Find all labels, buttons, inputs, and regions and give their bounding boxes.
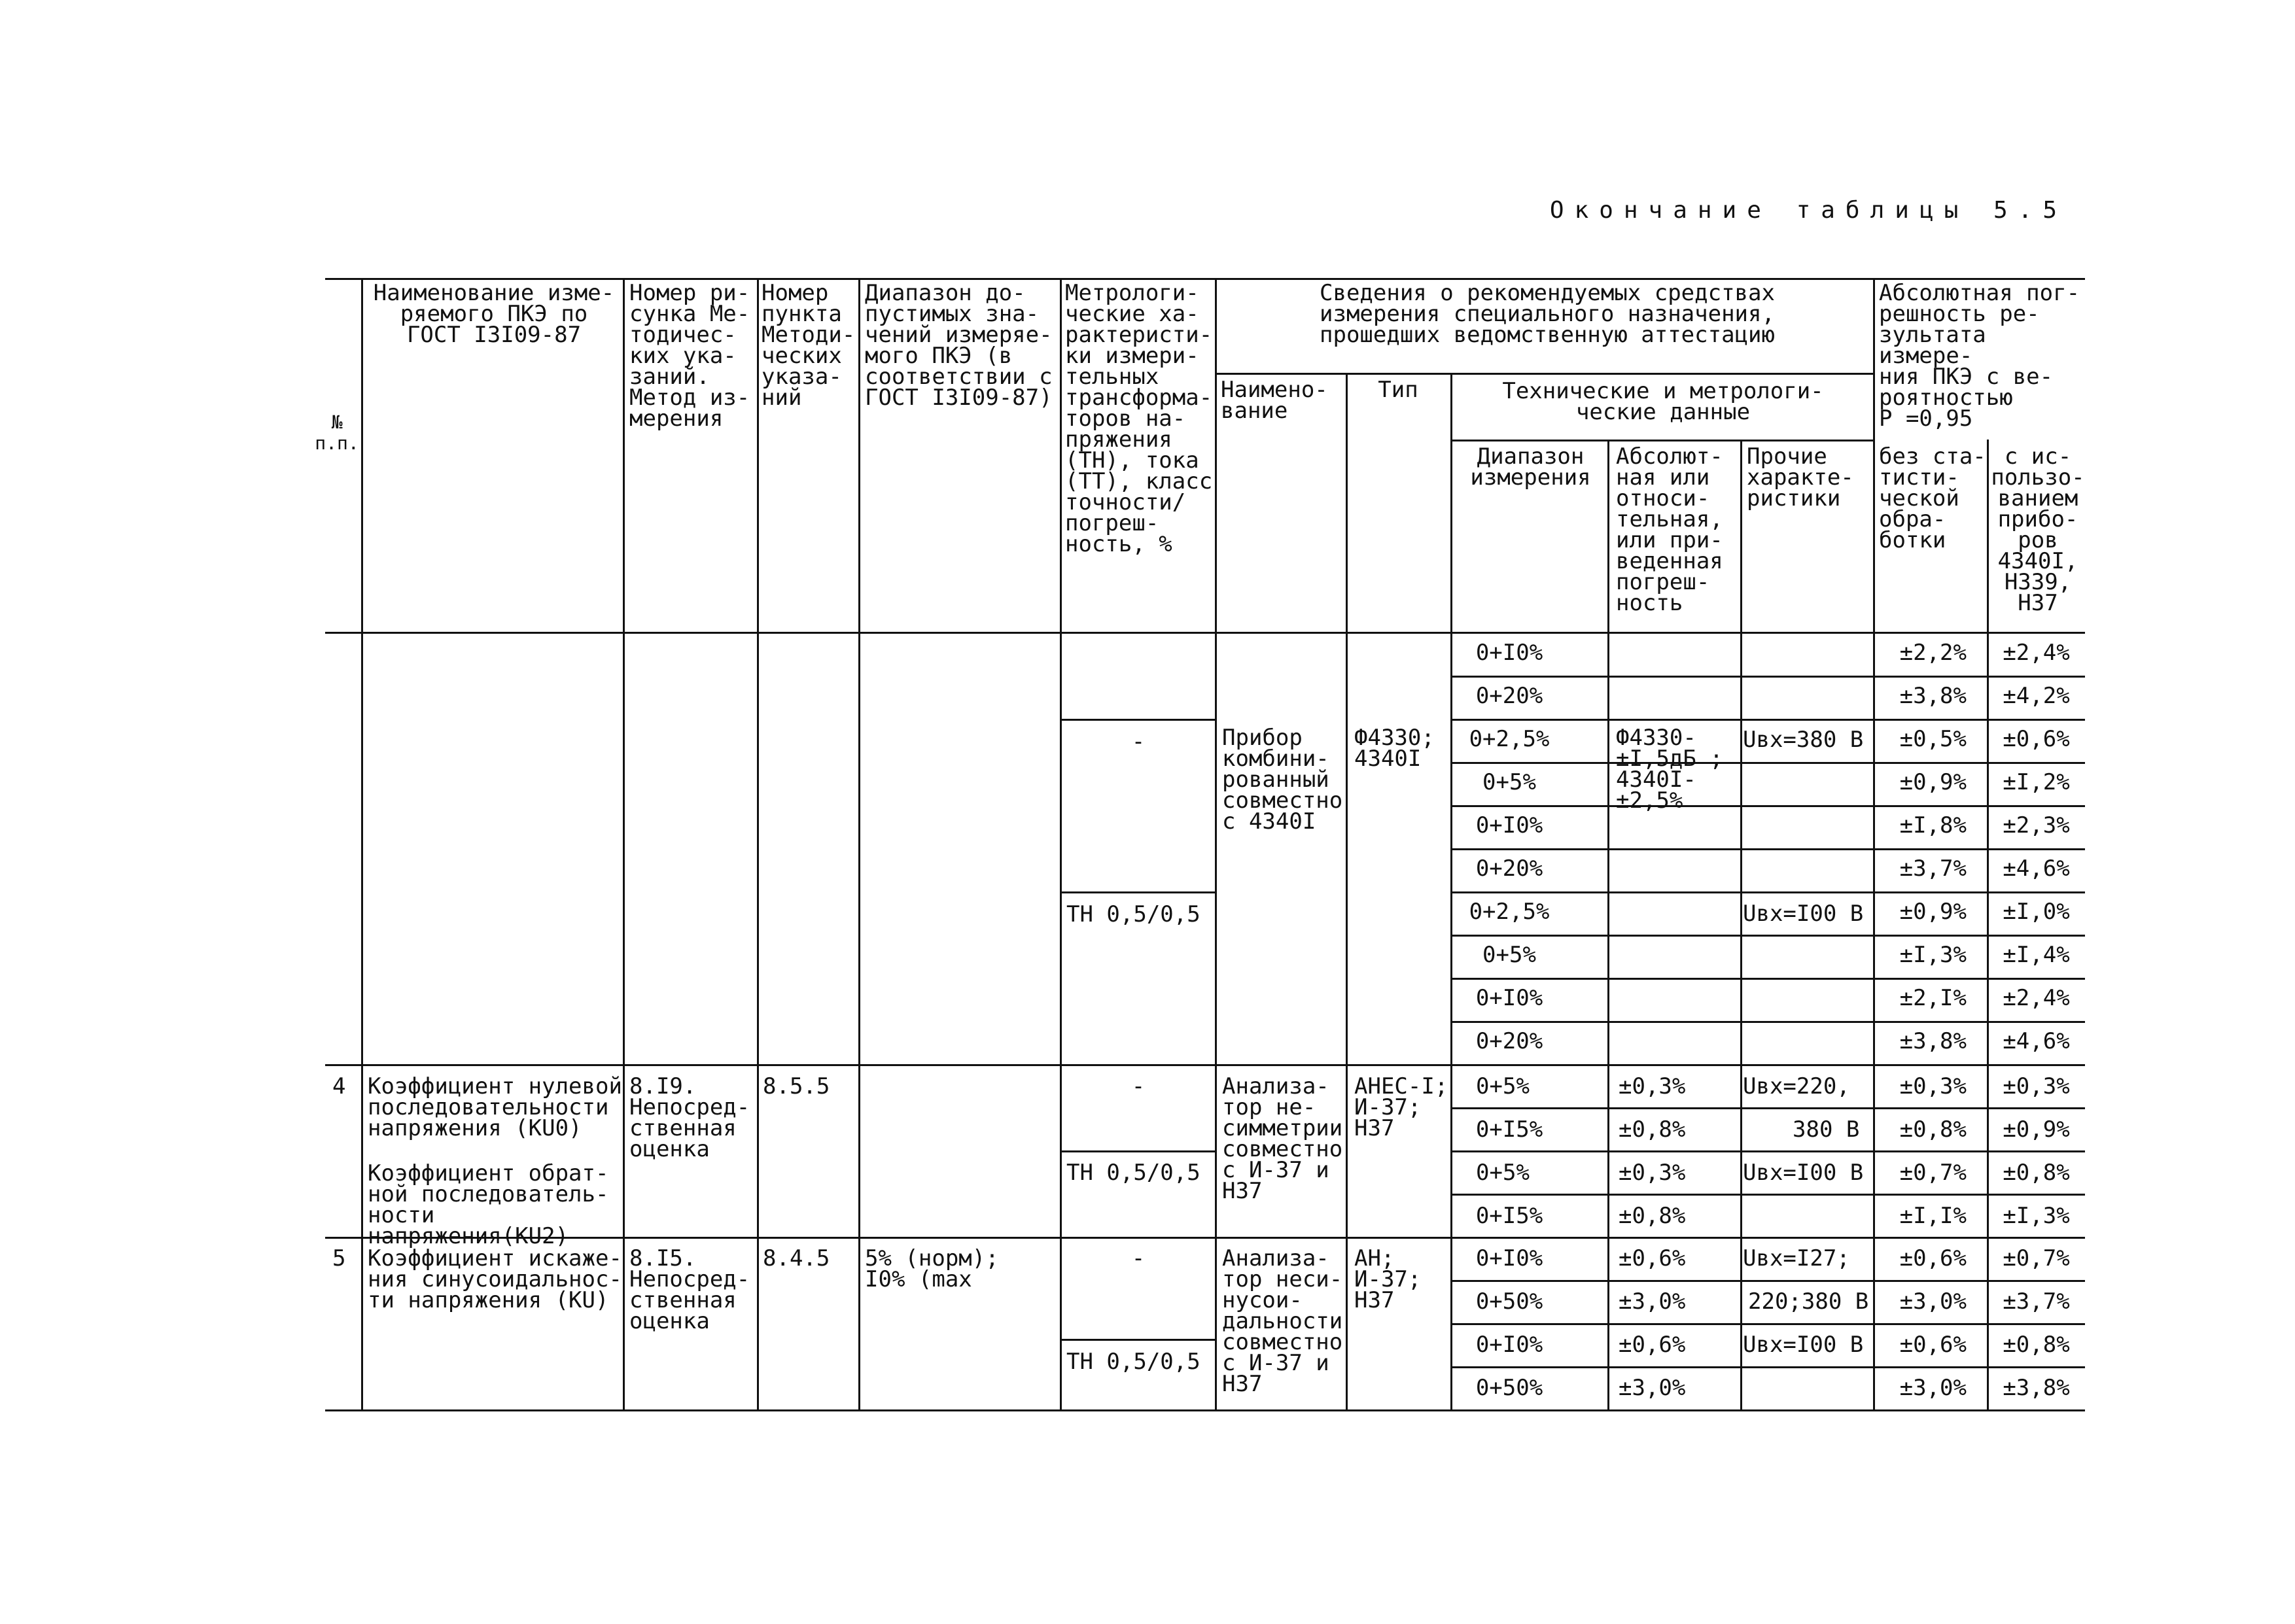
header-measuring-means: Сведения о рекомендуемых средствах измерения специального назначения, прошедших ведомственную аттестацию (1320, 280, 1775, 348)
range-cell: 0+5% (1482, 942, 1536, 968)
instrument-type: АН; И-37; Н37 (1354, 1245, 1422, 1313)
with-dev-cell: ±I,0% (2003, 899, 2070, 925)
abs-error: ±3,0% (1619, 1288, 1686, 1315)
other-chars: Uвх=I00 В (1743, 901, 1864, 927)
with-dev-cell: ±2,4% (2003, 985, 2070, 1011)
with-dev-cell: ±0,7% (2003, 1245, 2070, 1271)
with-dev-cell: ±0,9% (2003, 1116, 2070, 1143)
no-stat-cell: ±3,8% (1899, 683, 1967, 709)
range-cell: 0+50% (1475, 1288, 1543, 1315)
abs-error: ±0,6% (1619, 1245, 1686, 1271)
tt-class: ТН 0,5/0,5 (1066, 1349, 1200, 1375)
figure-method: 8.I9. Непосред- ственная оценка (629, 1073, 750, 1162)
instrument-type: Ф4330; 4340I (1354, 725, 1435, 772)
with-dev-cell: ±3,8% (2003, 1375, 2070, 1401)
no-stat-cell: ±0,6% (1899, 1245, 1967, 1271)
header-with-devices: с ис- пользо- ванием прибо- ров 4340I, Н339, Н37 (1991, 443, 2085, 616)
header-no-stat: без ста- тисти- ческой обра- ботки (1879, 443, 1986, 553)
abs-error: ±0,6% (1619, 1332, 1686, 1358)
range-cell: 0+2,5% (1469, 726, 1550, 752)
range-cell: 0+I0% (1475, 812, 1543, 838)
range-cell: 0+I0% (1475, 640, 1543, 666)
allowed-range: 5% (норм); I0% (max (865, 1245, 999, 1292)
other-chars: 220;380 В (1748, 1288, 1869, 1315)
no-stat-cell: ±0,7% (1899, 1160, 1967, 1186)
header-pke-name: Наименование изме- ряемого ПКЭ по ГОСТ I3I09-87 (373, 280, 615, 348)
header-abs-error: Абсолют- ная или относи- тельная, или при- веденная погреш- ность (1616, 443, 1723, 616)
other-chars: Uвх=380 В (1743, 727, 1864, 753)
header-instrument-name: Наимено- вание (1221, 377, 1328, 424)
header-measuring-range: Диапазон измерения (1470, 443, 1591, 491)
row-number: 4 (332, 1073, 346, 1099)
no-stat-cell: ±3,0% (1899, 1375, 1967, 1401)
range-cell: 0+20% (1475, 855, 1543, 882)
no-stat-cell: ±0,6% (1899, 1332, 1967, 1358)
with-dev-cell: ±3,7% (2003, 1288, 2070, 1315)
no-stat-cell: ±0,9% (1899, 769, 1967, 795)
range-cell: 0+5% (1476, 1073, 1530, 1099)
with-dev-cell: ±0,8% (2003, 1332, 2070, 1358)
abs-error: ±0,3% (1619, 1073, 1686, 1099)
header-clause: Номер пункта Методи- ческих указа- ний (762, 280, 856, 411)
other-chars: 380 В (1793, 1116, 1860, 1143)
with-dev-cell: ±2,3% (2003, 812, 2070, 838)
tt-class: ТН 0,5/0,5 (1066, 1160, 1200, 1186)
header-other-chars: Прочие характе- ристики (1747, 443, 1854, 511)
header-allowed-range: Диапазон до- пустимых зна- чений измеряе- мого ПКЭ (в соответствии с ГОСТ I3I09-87) (865, 280, 1053, 411)
range-cell: 0+5% (1482, 769, 1536, 795)
with-dev-cell: ±I,2% (2003, 769, 2070, 795)
table-caption: Окончание таблицы 5.5 (1549, 197, 2067, 224)
no-stat-cell: ±2,2% (1899, 640, 1967, 666)
with-dev-cell: ±4,6% (2003, 1028, 2070, 1054)
with-dev-cell: ±I,4% (2003, 942, 2070, 968)
range-cell: 0+2,5% (1469, 899, 1550, 925)
pke-name: Коэффициент обрат- ной последователь- ности напряжения(КU2) (368, 1160, 609, 1249)
with-dev-cell: ±I,3% (2003, 1203, 2070, 1229)
clause-number: 8.4.5 (763, 1245, 830, 1271)
no-stat-cell: ±I,3% (1899, 942, 1967, 968)
range-cell: 0+I5% (1475, 1116, 1543, 1143)
row-number: 5 (332, 1245, 346, 1271)
range-cell: 0+50% (1475, 1375, 1543, 1401)
pke-name: Коэффициент нулевой последовательности напряжения (КU0) (368, 1073, 622, 1141)
other-chars: Uвх=220, (1743, 1073, 1850, 1099)
no-stat-cell: ±I,I% (1899, 1203, 1967, 1229)
abs-error: ±0,3% (1619, 1160, 1686, 1186)
range-cell: 0+I0% (1475, 985, 1543, 1011)
header-metrology: Метрологи- ческие ха- рактеристи- ки измери- тельных трансформа- торов на- пряжения (ТН), тока (ТТ), класс точности/ погреш- ность, % (1065, 280, 1213, 557)
no-stat-cell: ±0,9% (1899, 899, 1967, 925)
tt-dash: - (1131, 1245, 1146, 1271)
other-chars: Uвх=I00 В (1743, 1160, 1864, 1186)
with-dev-cell: ±4,6% (2003, 855, 2070, 882)
no-stat-cell: ±3,0% (1899, 1288, 1967, 1315)
no-stat-cell: ±0,3% (1899, 1073, 1967, 1099)
instrument-name: Прибор комбини- рованный совместно с 4340I (1222, 725, 1343, 835)
no-stat-cell: ±3,7% (1899, 855, 1967, 882)
no-stat-cell: ±0,5% (1899, 726, 1967, 752)
abs-error: Ф4330- ±I,5дБ ; 4340I- ±2,5% (1616, 725, 1723, 814)
tt-dash: - (1131, 1073, 1146, 1099)
range-cell: 0+20% (1475, 683, 1543, 709)
with-dev-cell: ±0,8% (2003, 1160, 2070, 1186)
with-dev-cell: ±0,6% (2003, 726, 2070, 752)
no-stat-cell: ±3,8% (1899, 1028, 1967, 1054)
figure-method: 8.I5. Непосред- ственная оценка (629, 1245, 750, 1334)
tt-class: ТН 0,5/0,5 (1066, 901, 1200, 927)
instrument-type: АНЕС-I; И-37; Н37 (1354, 1073, 1448, 1141)
with-dev-cell: ±4,2% (2003, 683, 2070, 709)
no-stat-cell: ±I,8% (1899, 812, 1967, 838)
pke-name: Коэффициент искаже- ния синусоидальнос- ти напряжения (КU) (368, 1245, 622, 1313)
instrument-name: Анализа- тор не- симметрии совместно с И-37 и Н37 (1222, 1073, 1343, 1204)
header-figure-method: Номер ри- сунка Ме- тодичес- ких ука- заний. Метод из- мерения (629, 280, 750, 432)
header-number: № п.п. (315, 411, 359, 454)
clause-number: 8.5.5 (763, 1073, 830, 1099)
header-instrument-type: Тип (1378, 377, 1418, 403)
with-dev-cell: ±0,3% (2003, 1073, 2070, 1099)
range-cell: 0+20% (1475, 1028, 1543, 1054)
other-chars: Uвх=I00 В (1743, 1332, 1864, 1358)
no-stat-cell: ±0,8% (1899, 1116, 1967, 1143)
header-tech-data: Технические и метрологи- ческие данные (1502, 378, 1824, 425)
abs-error: ±0,8% (1619, 1116, 1686, 1143)
abs-error: ±3,0% (1619, 1375, 1686, 1401)
no-stat-cell: ±2,I% (1899, 985, 1967, 1011)
header-abs-result-error: Абсолютная пог- решность ре- зультата измере- ния ПКЭ с ве- роятностью P =0,95 (1879, 280, 2080, 432)
abs-error: ±0,8% (1619, 1203, 1686, 1229)
tt-dash: - (1131, 729, 1146, 755)
range-cell: 0+I5% (1475, 1203, 1543, 1229)
instrument-name: Анализа- тор неси- нусои- дальности совместно с И-37 и Н37 (1222, 1245, 1343, 1397)
range-cell: 0+I0% (1475, 1245, 1543, 1271)
range-cell: 0+5% (1476, 1160, 1530, 1186)
other-chars: Uвх=I27; (1743, 1245, 1850, 1271)
range-cell: 0+I0% (1475, 1332, 1543, 1358)
with-dev-cell: ±2,4% (2003, 640, 2070, 666)
